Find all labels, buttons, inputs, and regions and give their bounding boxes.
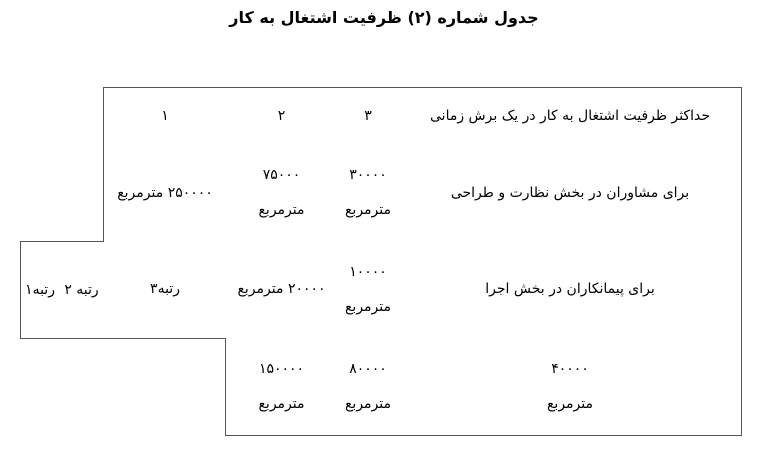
consultants-label: برای مشاوران در بخش نظارت و طراحی bbox=[450, 184, 690, 201]
consultants-rank2-unit: مترمربع bbox=[258, 202, 305, 218]
header-label-cell bbox=[398, 87, 742, 146]
header-label: حداکثر ظرفیت اشتغال به کار در یک برش زمانی bbox=[430, 108, 710, 125]
last-row-col1-cell bbox=[398, 338, 742, 436]
consultants-rank3-cell bbox=[336, 145, 399, 242]
last-row-col2-cell bbox=[336, 338, 399, 436]
contractors-label: برای پیمانکاران در بخش اجرا bbox=[485, 281, 655, 298]
consultants-rank1-value: ۲۵۰۰۰۰ مترمربع bbox=[117, 184, 213, 201]
header-rank1-cell bbox=[103, 87, 226, 146]
contractors-extra1-cell bbox=[58, 241, 104, 339]
consultants-label-cell bbox=[398, 145, 742, 242]
header-rank2: ۲ bbox=[277, 108, 286, 125]
contractors-rank1-value: رتبه۳ bbox=[150, 281, 180, 298]
contractors-rank3-unit: مترمربع bbox=[344, 298, 392, 315]
contractors-rank3-cell bbox=[336, 241, 399, 339]
contractors-label-cell bbox=[398, 241, 742, 339]
last-row-col3-value: ۱۵۰۰۰۰ bbox=[258, 360, 305, 377]
header-rank3-cell bbox=[336, 87, 399, 146]
contractors-rank2-cell bbox=[225, 241, 337, 339]
last-row-col1-unit: مترمربع bbox=[546, 395, 594, 412]
header-rank2-cell bbox=[225, 87, 337, 146]
contractors-rank3-value: ۱۰۰۰۰ bbox=[349, 263, 387, 280]
last-row-col1-value: ۴۰۰۰۰ bbox=[551, 360, 589, 377]
document-title: جدول شماره (۲) ظرفیت اشتغال به کار bbox=[229, 8, 539, 27]
contractors-rank1-cell bbox=[103, 241, 226, 339]
last-row-col2-value: ۸۰۰۰۰ bbox=[349, 360, 387, 377]
contractors-extra2-cell bbox=[20, 241, 59, 339]
consultants-rank2-cell bbox=[225, 145, 337, 242]
consultants-rank1-cell bbox=[103, 145, 226, 242]
last-row-col3-cell bbox=[225, 338, 337, 436]
contractors-extra1: رتبه ۲ bbox=[64, 281, 99, 298]
last-row-col2-unit: مترمربع bbox=[344, 395, 392, 412]
contractors-extra2: رتبه۱ bbox=[25, 281, 55, 298]
consultants-rank3-unit: مترمربع bbox=[344, 202, 392, 218]
consultants-rank2-value: ۷۵۰۰۰ bbox=[262, 167, 301, 184]
contractors-rank2-value: ۲۰۰۰۰ مترمربع bbox=[237, 281, 326, 298]
last-row-col3-unit: مترمربع bbox=[258, 395, 305, 412]
header-rank3: ۳ bbox=[364, 108, 372, 125]
header-rank1: ۱ bbox=[161, 108, 169, 125]
consultants-rank3-value: ۳۰۰۰۰ bbox=[349, 167, 387, 184]
